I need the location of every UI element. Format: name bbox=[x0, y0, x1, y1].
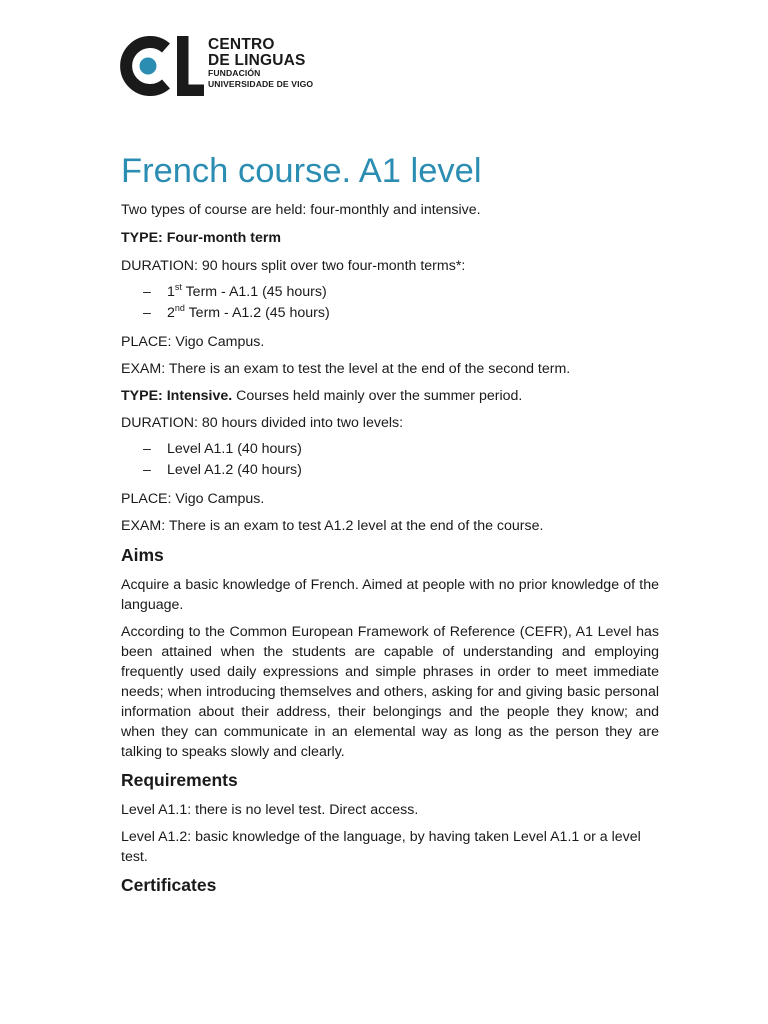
aims-heading: Aims bbox=[121, 545, 164, 565]
intensive-duration: DURATION: 80 hours divided into two levels: bbox=[121, 415, 404, 431]
list-item: – 2nd Term - A1.2 (45 hours) bbox=[143, 303, 330, 321]
intensive-type: TYPE: Intensive. Courses held mainly over the summer period. bbox=[121, 388, 523, 404]
certificates-heading: Certificates bbox=[121, 875, 217, 895]
document-body bbox=[121, 148, 659, 898]
four-month-term-list bbox=[121, 282, 659, 324]
intro-text: Two types of course are held: four-monthly and intensive. bbox=[121, 202, 481, 218]
list-item: – 1st Term - A1.1 (45 hours) bbox=[143, 282, 327, 300]
requirements-heading: Requirements bbox=[121, 770, 238, 790]
list-item: – Level A1.1 (40 hours) bbox=[143, 441, 302, 457]
aims-paragraph-2: According to the Common European Framework of Reference (CEFR), A1 Level has been attained when the students are capable of understanding and employing frequently used daily expressions and simple phrases in order to meet immediate needs; when introducing themselves and others, asking for and giving basic personal information about their address, their belongings and the people they know; and when they can communicate in an elemental way as long as the person they are talking to speaks slowly and clearly. bbox=[121, 624, 659, 760]
four-month-place: PLACE: Vigo Campus. bbox=[121, 334, 265, 350]
intensive-exam: EXAM: There is an exam to test A1.2 level at the end of the course. bbox=[121, 518, 544, 534]
aims-paragraph-1: Acquire a basic knowledge of French. Aimed at people with no prior knowledge of the language. bbox=[121, 577, 659, 613]
logo-line-universidade: UNIVERSIDADE DE VIGO bbox=[208, 78, 314, 89]
four-month-exam: EXAM: There is an exam to test the level at the end of the second term. bbox=[121, 361, 571, 377]
requirements-paragraph-1: Level A1.1: there is no level test. Direct access. bbox=[121, 802, 419, 818]
requirements-paragraph-2: Level A1.2: basic knowledge of the language, by having taken Level A1.1 or a level test. bbox=[121, 829, 641, 865]
logo-wordmark bbox=[208, 37, 313, 90]
four-month-type: TYPE: Four-month term bbox=[121, 230, 281, 246]
intensive-place: PLACE: Vigo Campus. bbox=[121, 491, 265, 507]
page-title: French course. A1 level bbox=[121, 152, 482, 190]
logo-line-fundacion: FUNDACIÓN bbox=[208, 68, 261, 78]
logo-line-centro: CENTRO bbox=[208, 36, 275, 53]
intensive-level-list bbox=[121, 439, 659, 481]
centro-de-linguas-logo bbox=[118, 36, 358, 96]
cl-logo-mark-icon bbox=[118, 36, 208, 96]
logo-line-de-linguas: DE LINGUAS bbox=[208, 51, 306, 69]
list-item: – Level A1.2 (40 hours) bbox=[143, 462, 302, 478]
four-month-duration: DURATION: 90 hours split over two four-month terms*: bbox=[121, 258, 466, 274]
